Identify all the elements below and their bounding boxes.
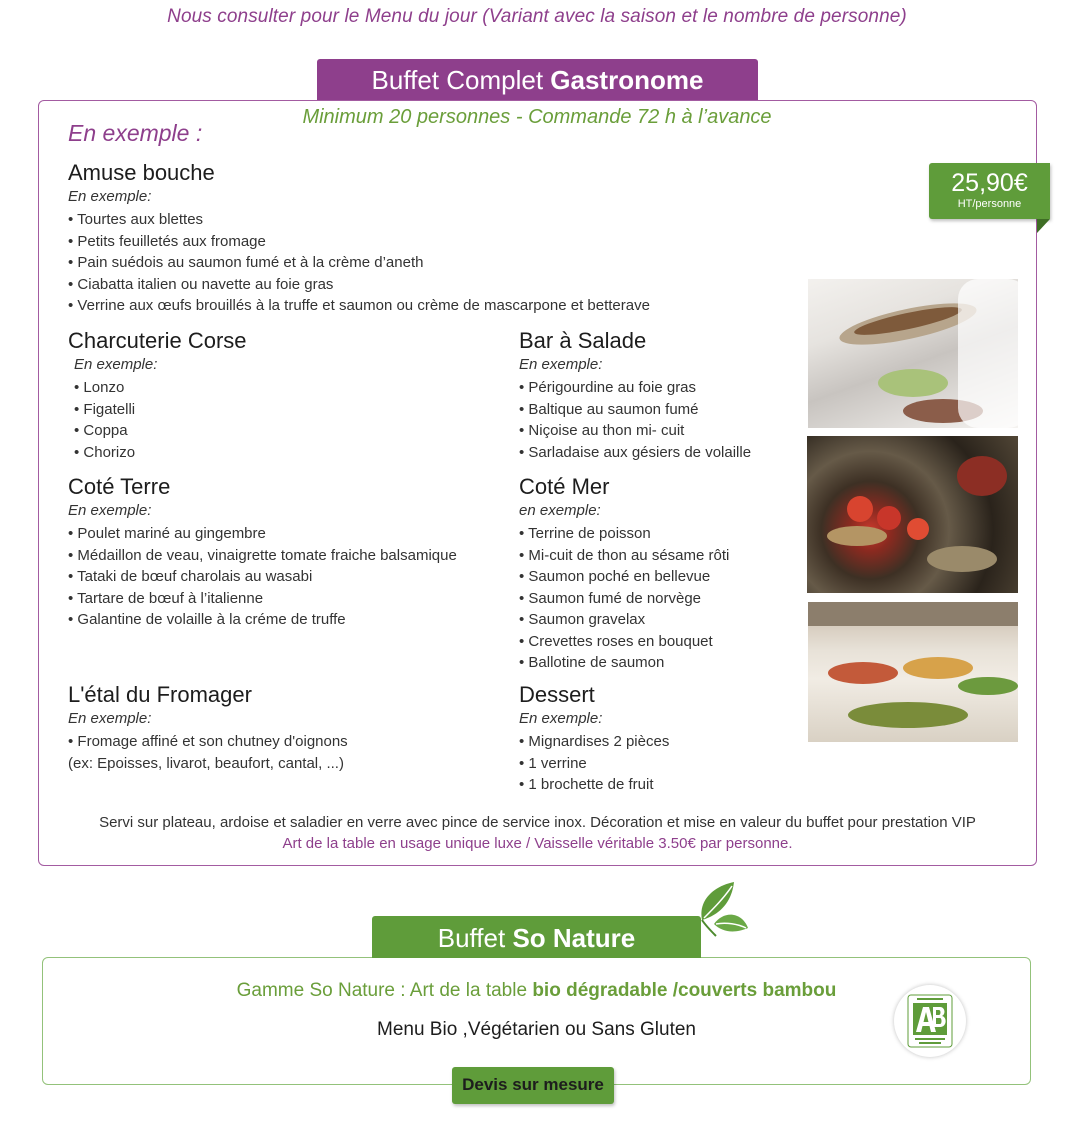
buffet-photo-vegetables xyxy=(807,436,1018,593)
section-title: L'étal du Fromager xyxy=(68,682,252,707)
section-title: Amuse bouche xyxy=(68,160,215,185)
buffet-so-nature-tab xyxy=(372,916,701,958)
price-amount: 25,90€ xyxy=(951,169,1028,197)
list-item: • 1 verrine xyxy=(519,754,587,772)
list-item: • Saumon gravelax xyxy=(519,611,646,628)
devis-sur-mesure-button[interactable]: Devis sur mesure xyxy=(452,1067,614,1104)
list-item: • Chorizo xyxy=(74,443,136,461)
list-item: • Lonzo xyxy=(74,379,125,396)
price-tag-fold xyxy=(1037,219,1050,233)
art-de-la-table-note: Art de la table en usage unique luxe / Vaisselle véritable 3.50€ par personne. xyxy=(282,835,793,852)
list-item: • Pain suédois au saumon fumé et à la crème d’aneth xyxy=(68,254,424,271)
section-example-label: En exemple: xyxy=(68,710,152,727)
price-tag xyxy=(929,163,1050,219)
section-example-label: En exemple: xyxy=(68,188,152,205)
list-item: • Verrine aux œufs brouillés à la truffe et saumon ou crème de mascarpone et betterave xyxy=(68,297,650,314)
tab-title-light: Buffet Complet xyxy=(371,65,551,95)
ab-logo-icon xyxy=(907,994,953,1048)
buffet-gastronome-tab xyxy=(317,59,758,101)
section-example-label: En exemple: xyxy=(519,710,603,727)
buffet-photo-hall xyxy=(808,602,1018,742)
service-description: Servi sur plateau, ardoise et saladier en verre avec pince de service inox. Décoration et mise en valeur du buffet pour prestation VIP xyxy=(99,814,976,831)
list-item: • Galantine de volaille à la créme de truffe xyxy=(68,611,346,628)
list-item: • Sarladaise aux gésiers de volaille xyxy=(519,443,752,461)
section-title: Coté Mer xyxy=(519,474,610,499)
list-item: • Petits feuilletés aux fromage xyxy=(68,232,266,250)
section-title: Charcuterie Corse xyxy=(68,328,247,353)
section-dessert xyxy=(519,682,669,796)
section-cote-mer xyxy=(519,474,729,674)
list-item: • Saumon poché en bellevue xyxy=(519,568,711,585)
section-title: Coté Terre xyxy=(68,474,171,499)
tab-title-bold: Gastronome xyxy=(550,65,704,95)
section-title: Dessert xyxy=(519,682,595,707)
section-charcuterie-corse xyxy=(68,328,247,463)
menu-du-jour-notice: Nous consulter pour le Menu du jour (Variant avec la saison et le nombre de personne) xyxy=(167,6,907,27)
tab-title-bold: So Nature xyxy=(512,923,636,953)
section-cote-terre xyxy=(68,474,457,631)
section-bar-a-salade xyxy=(519,328,751,463)
list-item: • Médaillon de veau, vinaigrette tomate fraiche balsamique xyxy=(68,546,457,564)
en-exemple-heading: En exemple : xyxy=(68,120,203,146)
menu-bio-text: Menu Bio ,Végétarien ou Sans Gluten xyxy=(377,1019,696,1040)
cheese-examples-note: (ex: Epoisses, livarot, beaufort, cantal, ...) xyxy=(68,754,344,772)
section-example-label: En exemple: xyxy=(68,502,152,519)
list-item: • Tourtes aux blettes xyxy=(68,211,204,228)
section-etal-du-fromager xyxy=(68,682,348,774)
list-item: • Ballotine de saumon xyxy=(519,654,665,671)
list-item: • Terrine de poisson xyxy=(519,525,651,542)
section-amuse-bouche xyxy=(68,160,650,317)
tab-title-light: Buffet xyxy=(437,923,513,953)
list-item: • Baltique au saumon fumé xyxy=(519,400,699,418)
gamme-text-light: Gamme So Nature : Art de la table xyxy=(236,980,533,1001)
list-item: • Tartare de bœuf à l’italienne xyxy=(68,589,264,607)
minimum-order-text: Minimum 20 personnes - Commande 72 h à l’avance xyxy=(302,106,772,128)
section-example-label: En exemple: xyxy=(74,356,158,373)
section-example-label: En exemple: xyxy=(519,356,603,373)
list-item: • Figatelli xyxy=(74,400,136,418)
agriculture-biologique-logo xyxy=(894,985,966,1057)
section-title: Bar à Salade xyxy=(519,328,647,353)
list-item: • Mi-cuit de thon au sésame rôti xyxy=(519,546,730,564)
price-unit: HT/personne xyxy=(957,198,1022,210)
buffet-photo-salads xyxy=(808,279,1018,428)
list-item: • Crevettes roses en bouquet xyxy=(519,632,713,650)
so-nature-gamme-text xyxy=(42,980,1031,1002)
list-item: • Saumon fumé de norvège xyxy=(519,589,702,607)
gamme-text-bold: bio dégradable /couverts bambou xyxy=(532,980,837,1001)
list-item: • Poulet mariné au gingembre xyxy=(68,525,266,542)
leaf-icon xyxy=(694,880,750,940)
list-item: • Ciabatta italien ou navette au foie gras xyxy=(68,275,334,293)
list-item: • Coppa xyxy=(74,422,128,439)
list-item: • Mignardises 2 pièces xyxy=(519,733,670,750)
list-item: • 1 brochette de fruit xyxy=(519,776,654,793)
list-item: • Périgourdine au foie gras xyxy=(519,379,697,396)
section-example-label: en exemple: xyxy=(519,502,601,519)
list-item: • Tataki de bœuf charolais au wasabi xyxy=(68,568,313,585)
list-item: • Fromage affiné et son chutney d'oignons xyxy=(68,733,348,750)
list-item: • Niçoise au thon mi- cuit xyxy=(519,422,685,439)
